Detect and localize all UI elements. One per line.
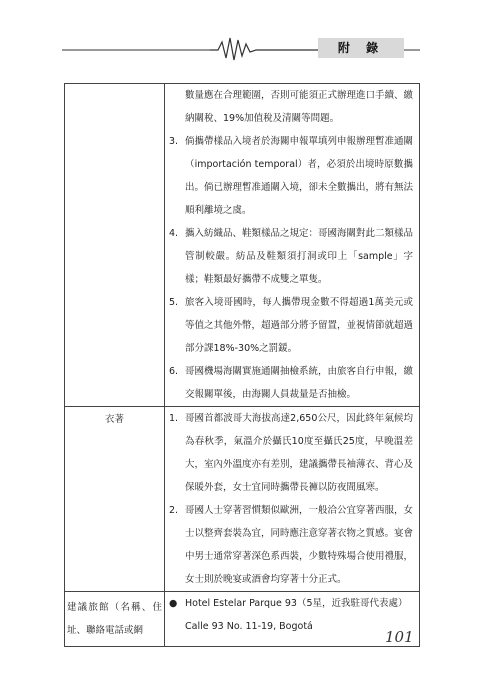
list-item	[169, 407, 413, 499]
hotel-name: Hotel Estelar Parque 93（5星，近我駐哥代表處）	[185, 598, 408, 609]
item-text: 哥國首都波哥大海拔高達2,650公尺，因此終年氣候均為春秋季，氣溫介於攝氏10度至攝氏25度，早晚溫差大，室內外溫度亦有差別，建議攜帶長袖薄衣、背心及保暖外套，女士宜同時攜帶長褲以防夜間風寒。	[185, 413, 414, 493]
continuation-text: 數量應在合理範圍，否則可能須正式辦理進口手續、繳納關稅、19%加值稅及清關等問題。	[185, 90, 414, 124]
row1-label	[65, 84, 165, 407]
list-item	[169, 499, 413, 591]
item-number: 2.	[169, 505, 179, 516]
page-header	[0, 0, 480, 70]
row1-content	[165, 84, 420, 407]
list-item	[169, 130, 413, 222]
clothing-content	[165, 407, 420, 592]
item-number: 1.	[169, 413, 179, 424]
customs-list	[169, 130, 413, 406]
item-text: 攜入紡織品、鞋類樣品之規定：哥國海關對此二類樣品管制較嚴。紡品及鞋類須打洞或印上「sample」字樣；鞋類最好攜帶不成雙之單隻。	[185, 228, 414, 285]
list-item	[169, 222, 413, 291]
hotel-name-line	[169, 592, 413, 615]
info-table	[64, 83, 420, 647]
item-text: 哥國人士穿著習慣類似歐洲，一般洽公宜穿著西服，女士以整齊套裝為宜，同時應注意穿著衣物之質感。宴會中男士通常穿著深色系西裝，少數特殊場合使用禮服，女士則於晚宴或酒會均穿著十分正式。	[185, 505, 414, 585]
list-item	[169, 291, 413, 360]
item-text: 倘攜帶樣品入境者於海關申報單填列申報辦理暫准通關（importación temporal）者，必須於出境時原數攜出。倘已辦理暫准通關入境，卻未全數攜出，將有無法順利離境之虞。	[185, 136, 414, 216]
hotel-address: Calle 93 No. 11-19, Bogotá	[185, 621, 313, 632]
heartbeat-line-icon	[0, 0, 480, 70]
clothing-label: 衣著	[65, 407, 165, 592]
table-row	[65, 592, 420, 647]
item-text: 旅客入境哥國時，每人攜帶現金數不得超過1萬美元或等值之其他外幣，超過部分將予留置，並視情節就超過部分課18%-30%之罰鍰。	[185, 297, 414, 354]
item-number: 6.	[169, 366, 179, 377]
appendix-tag: 附 錄	[318, 38, 404, 58]
list-item	[169, 360, 413, 406]
item-text: 哥國機場海關實施通關抽檢系統，由旅客自行申報，繳交報關單後，由海關人員裁量是否抽檢。	[185, 366, 414, 400]
table-row	[65, 84, 420, 407]
page-number: 101	[385, 628, 414, 646]
bullet-icon: ●	[169, 598, 178, 609]
hotel-content	[165, 592, 420, 647]
item-number: 5.	[169, 297, 179, 308]
hotel-address-line	[169, 615, 413, 638]
item-number: 3.	[169, 136, 179, 147]
clothing-list	[169, 407, 413, 591]
item-number: 4.	[169, 228, 179, 239]
table-row	[65, 407, 420, 592]
hotel-label: 建議旅館（名稱、住址、聯絡電話或網	[65, 592, 165, 647]
